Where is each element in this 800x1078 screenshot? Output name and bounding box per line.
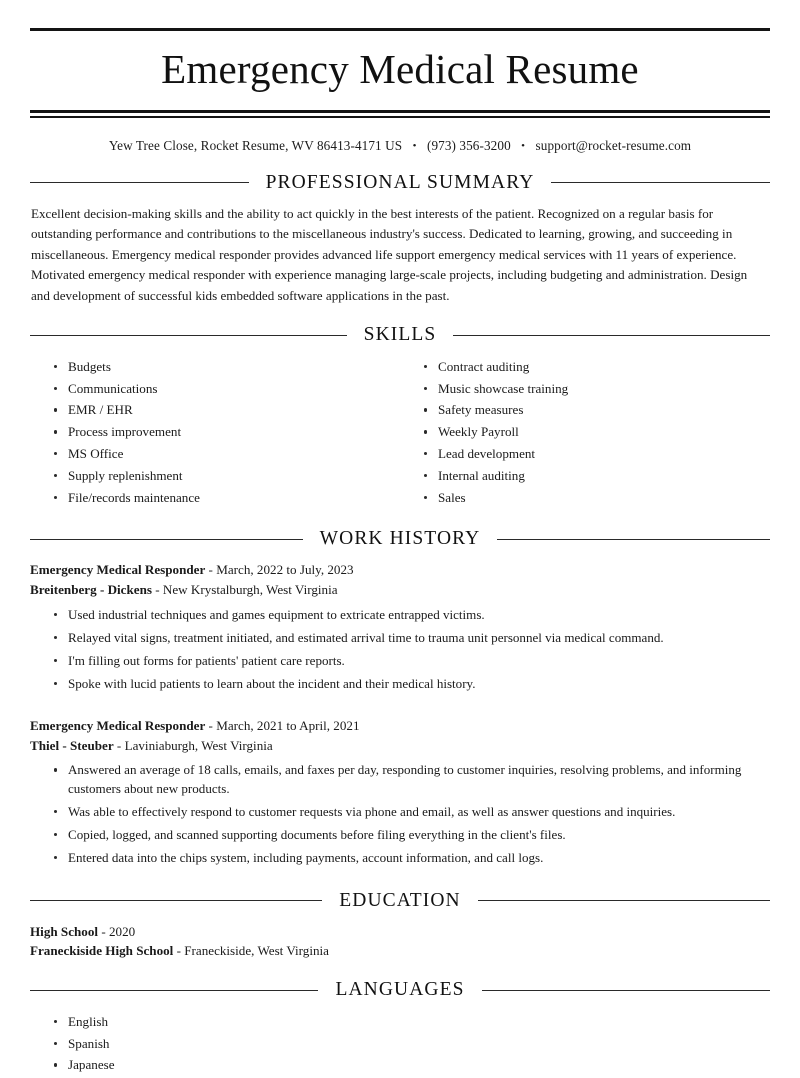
list-item: Safety measures (438, 401, 770, 423)
list-item: Spoke with lucid patients to learn about the incident and their medical history. (68, 675, 770, 698)
list-item: Supply replenishment (68, 467, 400, 489)
skills-list-left (30, 358, 400, 511)
list-item: MS Office (68, 445, 400, 467)
list-item: Spanish (68, 1035, 770, 1057)
list-item: Japanese (68, 1056, 770, 1078)
job-responsibilities-list (30, 755, 770, 872)
skills-column-left (30, 358, 400, 511)
list-item: Lead development (438, 445, 770, 467)
contact-separator-1: • (412, 140, 417, 153)
job-title-separator: - (205, 717, 217, 733)
list-item: Contract auditing (438, 358, 770, 380)
education-degree-separator: - (98, 923, 109, 939)
education-entry (30, 922, 770, 962)
contact-separator-2: • (521, 140, 526, 153)
job-dates: March, 2022 to July, 2023 (216, 561, 354, 577)
section-header-professional-summary (30, 173, 770, 193)
education-location: Franeckiside, West Virginia (184, 943, 329, 959)
list-item: Was able to effectively respond to customer requests via phone and email, as well as answer questions and inquiries. (68, 803, 770, 826)
section-rule-left (30, 539, 303, 540)
job-company: Breitenberg - Dickens (30, 581, 152, 597)
job-title: Emergency Medical Responder (30, 717, 206, 733)
section-header-skills (30, 325, 770, 345)
list-item: Sales (438, 489, 770, 511)
section-rule-right (453, 335, 770, 336)
job-company-line (30, 580, 770, 600)
education-degree: High School (30, 923, 99, 939)
job-company-separator: - (113, 737, 125, 753)
list-item: I'm filling out forms for patients' patient care reports. (68, 652, 770, 675)
education-school: Franeckiside High School (30, 943, 174, 959)
header-bottom-rule-thick (30, 110, 770, 113)
job-title-line (30, 560, 770, 580)
job-responsibilities-list (30, 600, 770, 698)
section-rule-right (482, 990, 770, 991)
section-header-education (30, 891, 770, 911)
list-item: Entered data into the chips system, including payments, account information, and call logs. (68, 849, 770, 872)
section-title-education: EDUCATION (339, 890, 461, 912)
education-degree-line (30, 922, 770, 942)
education-school-line (30, 941, 770, 961)
skills-columns (30, 356, 770, 511)
section-title-languages: LANGUAGES (335, 979, 465, 1001)
list-item: Copied, logged, and scanned supporting documents before filing everything in the client's files. (68, 826, 770, 849)
section-title-work-history: WORK HISTORY (319, 528, 481, 550)
section-rule-right (478, 900, 770, 901)
section-header-languages (30, 980, 770, 1000)
job-title: Emergency Medical Responder (30, 561, 206, 577)
job-location: Laviniaburgh, West Virginia (124, 737, 273, 753)
contact-address: Yew Tree Close, Rocket Resume, WV 86413-4171 US (108, 138, 403, 154)
section-rule-right (497, 539, 770, 540)
education-school-separator: - (173, 943, 185, 959)
contact-phone[interactable]: (973) 356-3200 (426, 138, 511, 154)
section-rule-left (30, 182, 249, 183)
skills-column-right (400, 358, 770, 511)
job-title-line (30, 716, 770, 736)
section-rule-left (30, 990, 318, 991)
section-rule-left (30, 900, 322, 901)
education-year: 2020 (108, 923, 136, 939)
list-item: Communications (68, 380, 400, 402)
list-item: Used industrial techniques and games equipment to extricate entrapped victims. (68, 606, 770, 629)
list-item: EMR / EHR (68, 401, 400, 423)
section-rule-left (30, 335, 347, 336)
contact-email[interactable]: support@rocket-resume.com (535, 138, 692, 154)
work-history-entry (30, 560, 770, 698)
section-title-professional-summary: PROFESSIONAL SUMMARY (265, 172, 535, 194)
list-item: File/records maintenance (68, 489, 400, 511)
list-item: Weekly Payroll (438, 423, 770, 445)
section-header-work-history (30, 529, 770, 549)
section-title-skills: SKILLS (363, 324, 437, 346)
job-company-line (30, 736, 770, 756)
professional-summary-text: Excellent decision-making skills and the ability to act quickly in the best interests of the patient. Recognized on a regular basis for outstanding performance and contributions to the miscellaneous industry's success. Dedicated to learning, growing, and succeeding in miscellaneous. Emergency medical responder provides advanced life support emergency medical services with 11 years of experience. Motivated emergency medical responder with experience managing large-scale projects, including budgeting and administration. Design and development of successful kids embedded software applications in the past. (31, 205, 748, 303)
job-location: New Krystalburgh, West Virginia (162, 581, 338, 597)
list-item: English (68, 1013, 770, 1035)
languages-list (30, 1011, 770, 1078)
job-company-separator: - (151, 581, 163, 597)
contact-line (30, 118, 770, 154)
list-item: Answered an average of 18 calls, emails, and faxes per day, responding to customer inquiries, resolving problems, and informing customers about new products. (68, 761, 770, 803)
section-rule-right (551, 182, 770, 183)
skills-list-right (400, 358, 770, 511)
resume-page (0, 28, 800, 1073)
job-company: Thiel - Steuber (30, 737, 114, 753)
page-title: Emergency Medical Resume (161, 46, 639, 92)
list-item: Relayed vital signs, treatment initiated, and estimated arrival time to trauma unit personnel via medical command. (68, 629, 770, 652)
job-dates: March, 2021 to April, 2021 (216, 717, 360, 733)
list-item: Music showcase training (438, 380, 770, 402)
job-title-separator: - (205, 561, 217, 577)
list-item: Process improvement (68, 423, 400, 445)
work-history-entry (30, 716, 770, 872)
list-item: Budgets (68, 358, 400, 380)
list-item: Internal auditing (438, 467, 770, 489)
